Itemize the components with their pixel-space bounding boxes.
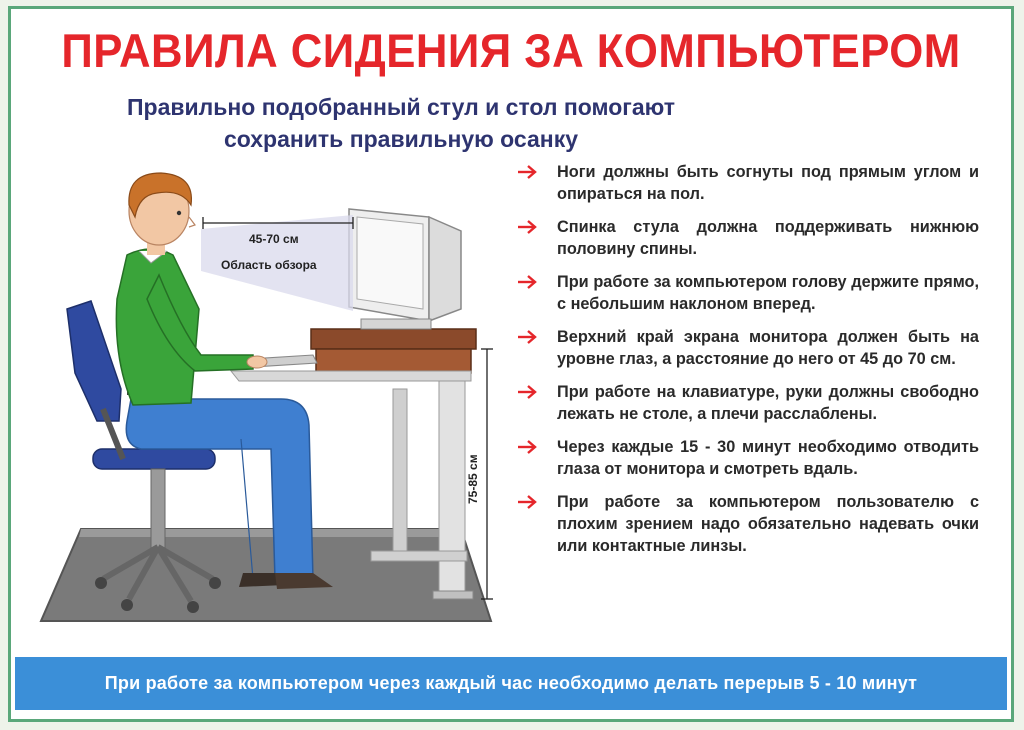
arrow-right-icon — [517, 217, 539, 237]
poster-subtitle — [121, 91, 681, 155]
poster — [8, 6, 1014, 722]
rule-text: При работе на клавиатуре, руки должны свободно лежать не столе, а плечи расслаблены. — [557, 383, 979, 423]
view-area-label: Область обзора — [221, 258, 317, 272]
rule-text: Ноги должны быть согнуты под прямым углом и опираться на пол. — [557, 163, 979, 203]
rule-item — [511, 161, 979, 205]
rule-item — [511, 326, 979, 370]
arrow-right-icon — [517, 327, 539, 347]
arrow-right-icon — [517, 437, 539, 457]
posture-illustration — [31, 159, 501, 629]
subtitle-line-1: Правильно подобранный стул и стол помогают — [126, 94, 675, 120]
rule-text: При работе за компьютером пользователю с плохим зрением надо обязательно надевать очки или контактные линзы. — [557, 493, 979, 555]
table-height-label: 75-85 см — [466, 454, 480, 504]
rule-text: Верхний край экрана монитора должен быть на уровне глаз, а расстояние до него от 45 до 70 см. — [557, 328, 979, 368]
rule-text: При работе за компьютером голову держите прямо, с небольшим наклоном вперед. — [557, 273, 979, 313]
arrow-right-icon — [517, 272, 539, 292]
rule-item — [511, 216, 979, 260]
rule-item — [511, 491, 979, 557]
rules-list — [511, 161, 979, 568]
rule-item — [511, 271, 979, 315]
arrow-right-icon — [517, 162, 539, 182]
monitor — [349, 209, 461, 329]
rule-text: Через каждые 15 - 30 минут необходимо отводить глаза от монитора и смотреть вдаль. — [557, 438, 979, 478]
subtitle-line-2: сохранить правильную осанку — [223, 126, 578, 152]
distance-label: 45-70 см — [249, 232, 299, 246]
rule-item — [511, 381, 979, 425]
poster-title: ПРАВИЛА СИДЕНИЯ ЗА КОМПЬЮТЕРОМ — [61, 24, 961, 77]
rule-text: Спинка стула должна поддерживать нижнюю половину спины. — [557, 218, 979, 258]
footer-banner — [15, 657, 1007, 710]
footer-text: При работе за компьютером через каждый час необходимо делать перерыв 5 - 10 минут — [104, 673, 918, 693]
arrow-right-icon — [517, 492, 539, 512]
arrow-right-icon — [517, 382, 539, 402]
rule-item — [511, 436, 979, 480]
